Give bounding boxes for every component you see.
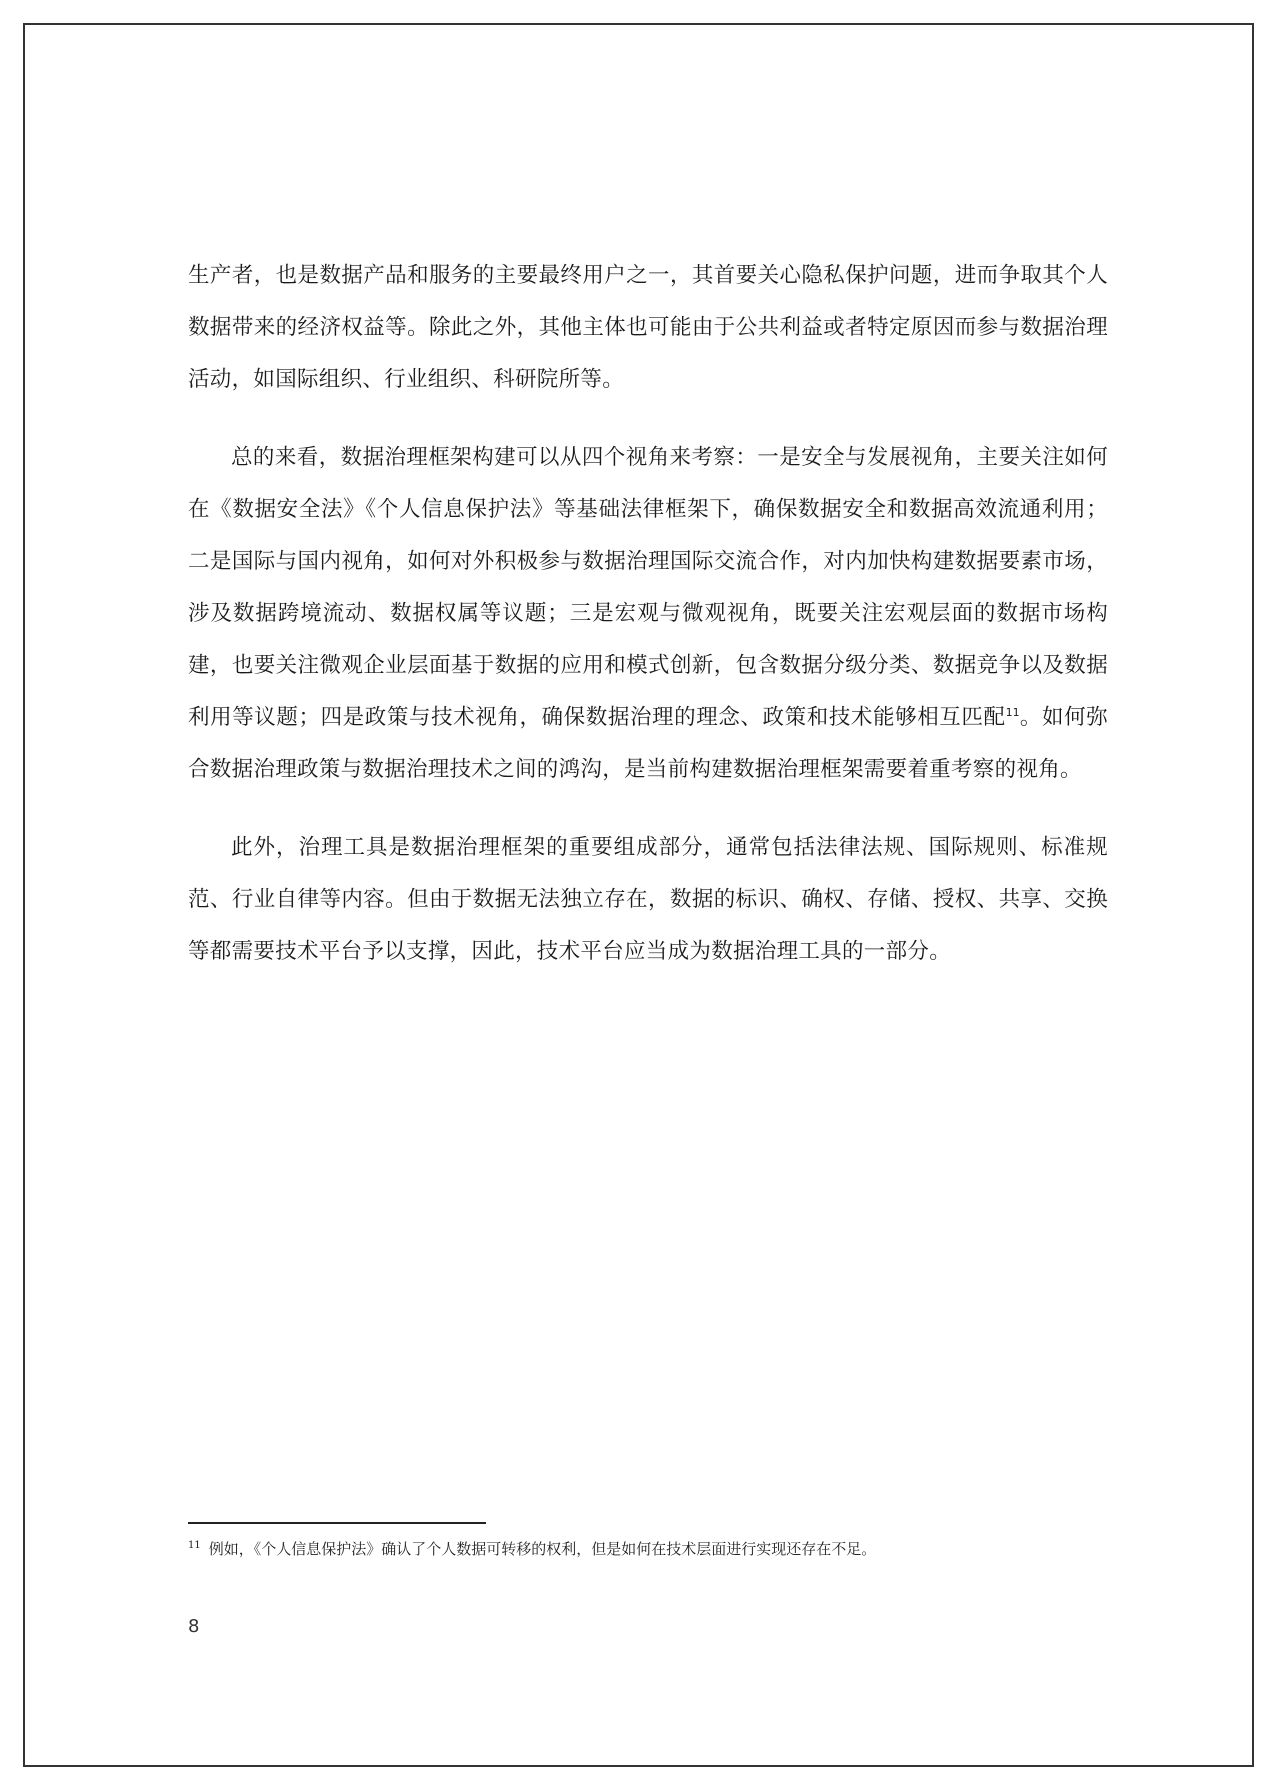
footnote-reference[interactable]: 11 [1005,705,1020,719]
page-number: 8 [188,1616,200,1637]
paragraph-1 [188,250,1108,406]
paragraph-2-text: 总的来看，数据治理框架构建可以从四个视角来考察：一是安全与发展视角，主要关注如何在《数据安全法》《个人信息保护法》等基础法律框架下，确保数据安全和数据高效流通利用；二是国际与国内视角，如何对外积极参与数据治理国际交流合作，对内加快构建数据要素市场，涉及数据跨境流动、数据权属等议题；三是宏观与微观视角，既要关注宏观层面的数据市场构建，也要关注微观企业层面基于数据的应用和模式创新，包含数据分级分类、数据竞争以及数据利用等议题；四是政策与技术视角，确保数据治理的理念、政策和技术能够相互匹配 [188,445,1108,730]
footnote-mark: 11 [188,1540,201,1551]
paragraph-3 [188,822,1108,978]
paragraph-3-text: 此外，治理工具是数据治理框架的重要组成部分，通常包括法律法规、国际规则、标准规范、行业自律等内容。但由于数据无法独立存在，数据的标识、确权、存储、授权、共享、交换等都需要技术平台予以支撑，因此，技术平台应当成为数据治理工具的一部分。 [188,835,1108,964]
footnote-text: 例如，《个人信息保护法》确认了个人数据可转移的权利，但是如何在技术层面进行实现还存在不足。 [208,1540,877,1558]
footnote [188,1537,1108,1561]
paragraph-2 [188,432,1108,796]
footnote-divider [188,1522,486,1524]
body-text [188,250,1108,978]
paragraph-1-text: 生产者，也是数据产品和服务的主要最终用户之一，其首要关心隐私保护问题，进而争取其个人数据带来的经济权益等。除此之外，其他主体也可能由于公共利益或者特定原因而参与数据治理活动，如国际组织、行业组织、科研院所等。 [188,263,1108,392]
paragraph-2-text-cont: 。如何弥合数据治理政策与数据治理技术之间的鸿沟，是当前构建数据治理框架需要着重考察的视角。 [188,705,1108,782]
